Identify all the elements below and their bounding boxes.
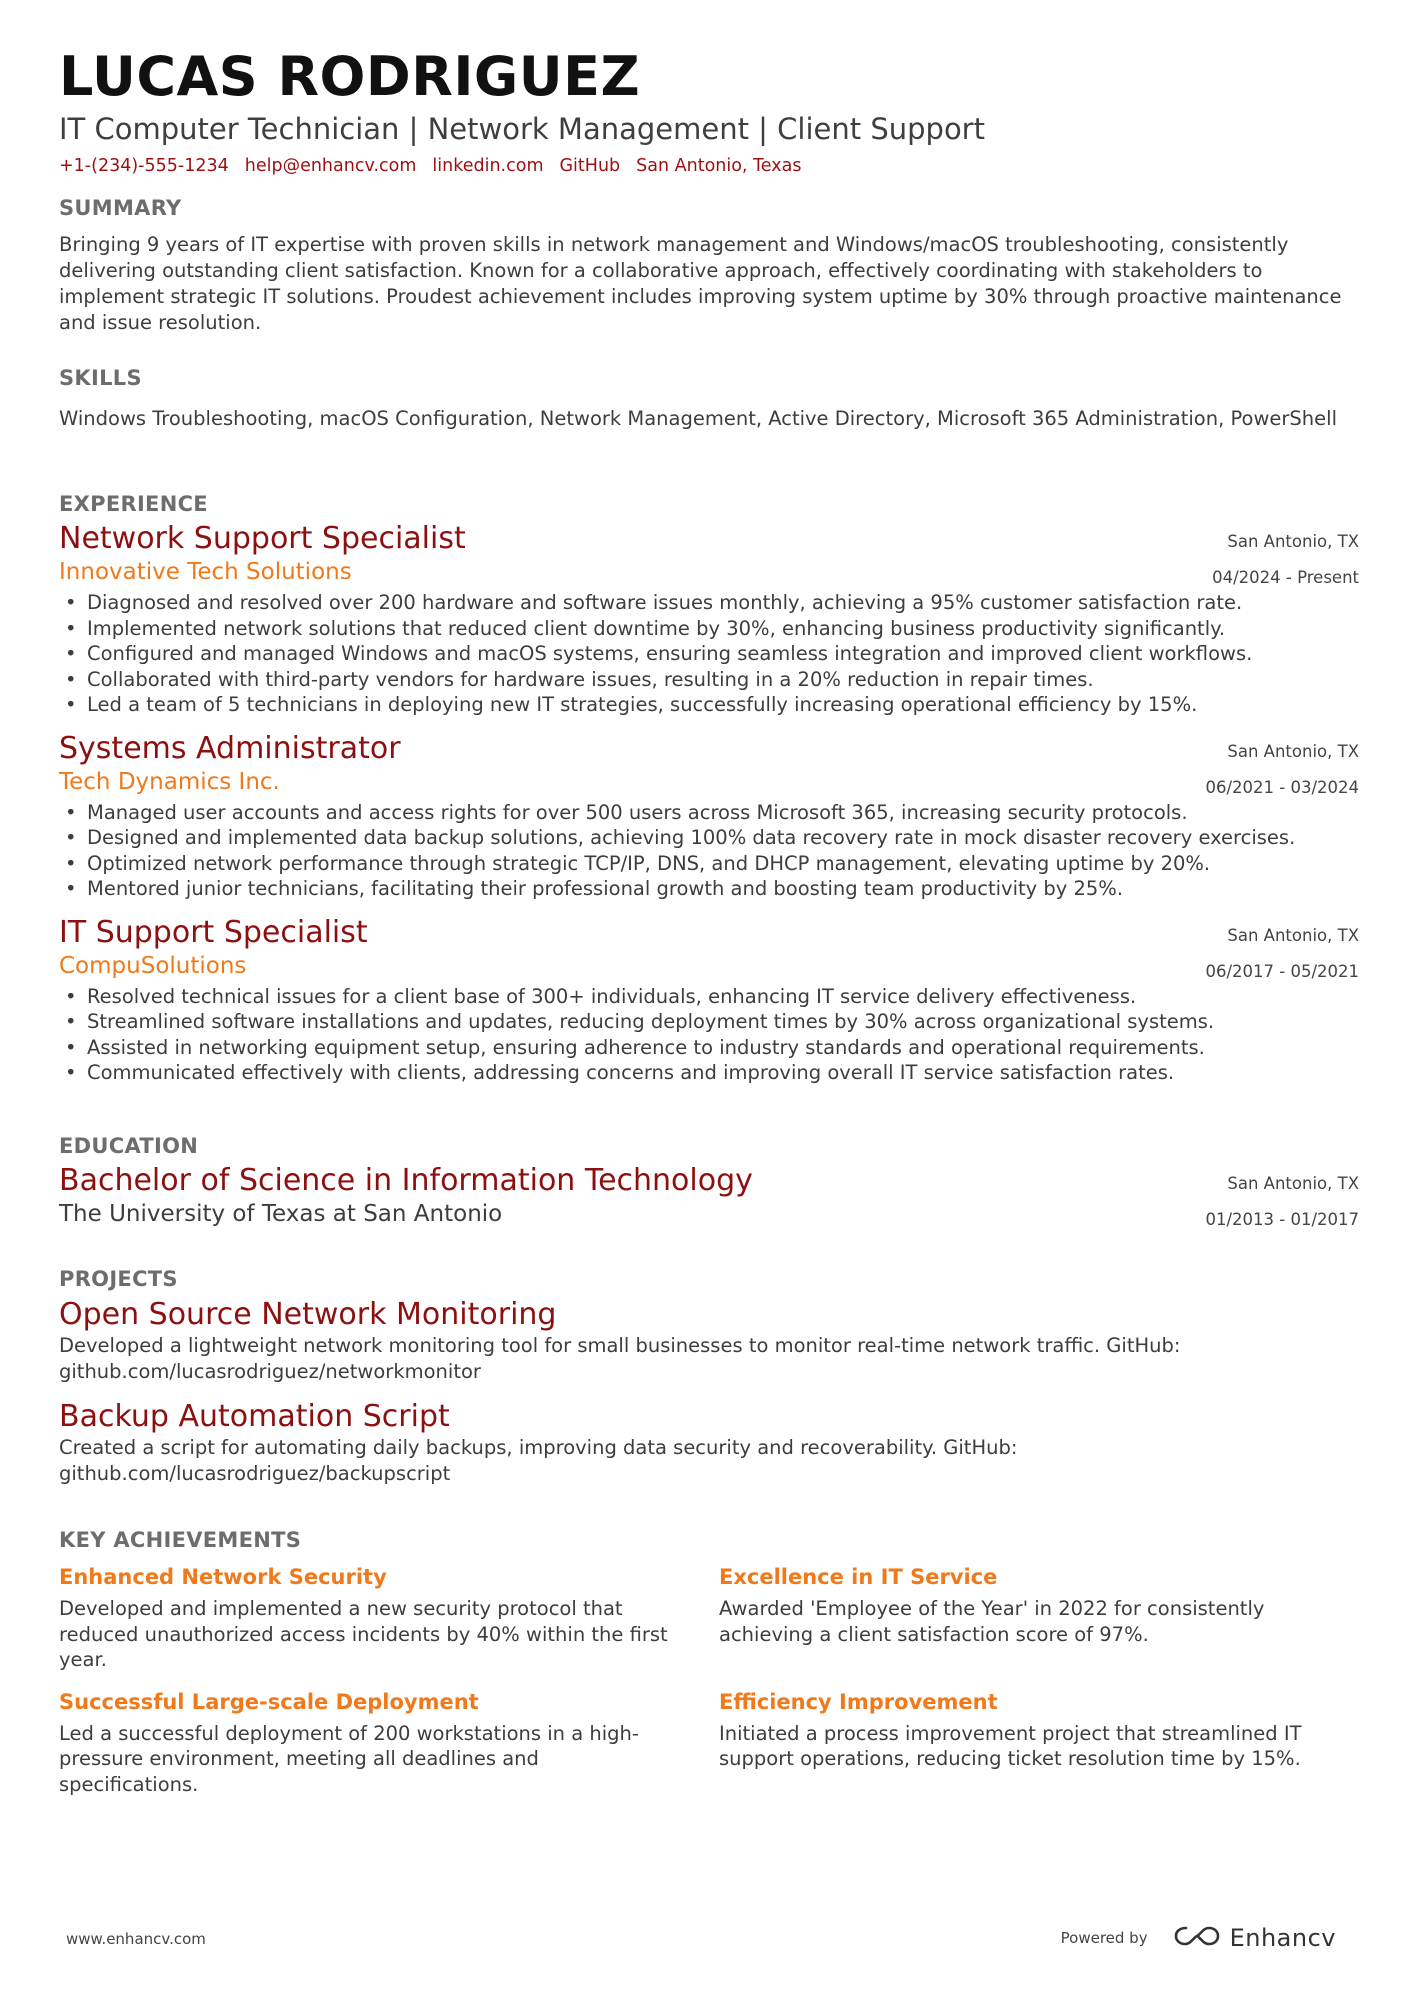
- achievement-desc: Initiated a process improvement project that streamlined IT support operations, reducing ticket resolution time by 15%.: [719, 1721, 1302, 1770]
- list-item: • Led a team of 5 technicians in deploying new IT strategies, successfully increasing operational efficiency by 15%.: [59, 692, 1359, 718]
- summary-section: [59, 194, 1359, 336]
- job-location: San Antonio, TX: [1227, 925, 1359, 945]
- job-meta: [1212, 524, 1359, 596]
- list-item: • Configured and managed Windows and macOS systems, ensuring seamless integration and improved client workflows.: [59, 641, 1359, 667]
- skills-text: Windows Troubleshooting, macOS Configuration, Network Management, Active Directory, Microsoft 365 Administration, PowerShell: [59, 407, 1337, 430]
- list-item: • Designed and implemented data backup solutions, achieving 100% data recovery rate in mock disaster recovery exercises.: [59, 825, 1359, 851]
- job-entry: [59, 730, 1359, 902]
- section-title-achievements: KEY ACHIEVEMENTS: [59, 1528, 302, 1552]
- experience-section: [59, 490, 1359, 1086]
- job-dates: 06/2021 - 03/2024: [1205, 777, 1359, 797]
- school-name: The University of Texas at San Antonio: [59, 1201, 503, 1227]
- footer-website-link[interactable]: www.enhancv.com: [66, 1930, 206, 1948]
- section-title-experience: EXPERIENCE: [59, 492, 208, 516]
- achievement-title: Successful Large-scale Deployment: [59, 1689, 479, 1714]
- job-bullets: [59, 590, 1359, 718]
- job-title: IT Support Specialist: [59, 914, 368, 950]
- list-item: • Resolved technical issues for a client base of 300+ individuals, enhancing IT service delivery effectiveness.: [59, 984, 1359, 1010]
- project-entry: [59, 1297, 1359, 1385]
- education-section: [59, 1132, 1359, 1228]
- project-entry: [59, 1399, 1359, 1487]
- phone-link[interactable]: +1-(234)-555-1234: [59, 156, 229, 176]
- achievement-item: [59, 1687, 669, 1798]
- job-entry: [59, 914, 1359, 1086]
- brand-name: Enhancv: [1229, 1924, 1336, 1952]
- achievement-title: Excellence in IT Service: [719, 1565, 998, 1589]
- achievement-item: [59, 1562, 669, 1673]
- job-meta: [1205, 918, 1359, 990]
- location-text: San Antonio, Texas: [636, 156, 802, 176]
- achievement-item: [719, 1562, 1329, 1673]
- job-title: Network Support Specialist: [59, 521, 466, 556]
- powered-by-label: Powered by: [1060, 1929, 1148, 1947]
- enhancv-logo-icon: [1174, 1924, 1220, 1952]
- job-location: San Antonio, TX: [1227, 741, 1359, 761]
- achievement-desc: Awarded 'Employee of the Year' in 2022 for consistently achieving a client satisfaction score of 97%.: [719, 1597, 1265, 1646]
- footer-branding: [1061, 1924, 1336, 1952]
- list-item: • Diagnosed and resolved over 200 hardware and software issues monthly, achieving a 95% customer satisfaction rate.: [59, 590, 1359, 616]
- job-title: Systems Administrator: [59, 730, 401, 766]
- education-entry: [59, 1162, 1359, 1228]
- achievement-title: Enhanced Network Security: [59, 1565, 387, 1589]
- education-meta: [1205, 1166, 1359, 1238]
- project-desc: Created a script for automating daily backups, improving data security and recoverability. GitHub: github.com/lucasrodriguez/backupscript: [59, 1436, 1018, 1485]
- email-link[interactable]: help@enhancv.com: [244, 156, 417, 176]
- achievement-desc: Led a successful deployment of 200 workstations in a high-pressure environment, meeting all deadlines and specifications.: [59, 1721, 639, 1796]
- education-dates: 01/2013 - 01/2017: [1205, 1210, 1359, 1229]
- list-item: • Managed user accounts and access rights for over 500 users across Microsoft 365, increasing security protocols.: [59, 800, 1359, 826]
- contact-line: [59, 154, 1359, 178]
- job-bullets: [59, 984, 1359, 1086]
- job-entry: [59, 520, 1359, 718]
- github-link[interactable]: GitHub: [559, 156, 621, 176]
- achievement-desc: Developed and implemented a new security protocol that reduced unauthorized access incidents by 40% within the first year.: [59, 1597, 668, 1671]
- section-title-summary: SUMMARY: [59, 196, 182, 220]
- list-item: • Communicated effectively with clients, addressing concerns and improving overall IT service satisfaction rates.: [59, 1060, 1359, 1086]
- list-item: • Streamlined software installations and updates, reducing deployment times by 30% across organizational systems.: [59, 1009, 1359, 1035]
- job-company: Innovative Tech Solutions: [59, 559, 352, 585]
- resume-page: [59, 44, 1359, 1796]
- list-item: • Assisted in networking equipment setup, ensuring adherence to industry standards and operational requirements.: [59, 1035, 1359, 1061]
- job-bullets: [59, 800, 1359, 902]
- job-company: CompuSolutions: [59, 952, 247, 979]
- linkedin-link[interactable]: linkedin.com: [432, 156, 544, 176]
- section-title-skills: SKILLS: [59, 366, 142, 390]
- job-company: Tech Dynamics Inc.: [59, 768, 280, 795]
- achievements-grid: [59, 1562, 1359, 1797]
- summary-text: Bringing 9 years of IT expertise with proven skills in network management and Windows/macOS troubleshooting, consistently delivering outstanding client satisfaction. Known for a collaborative approach, effectively coordinating with stakeholders to implement strategic IT solutions. Proudest achievement includes improving system uptime by 30% through proactive maintenance and issue resolution.: [59, 233, 1342, 334]
- job-dates: 06/2017 - 05/2021: [1205, 961, 1359, 981]
- achievements-section: [59, 1526, 1359, 1797]
- list-item: • Implemented network solutions that reduced client downtime by 30%, enhancing business productivity significantly.: [59, 616, 1359, 642]
- education-location: San Antonio, TX: [1227, 1174, 1359, 1193]
- list-item: • Optimized network performance through strategic TCP/IP, DNS, and DHCP management, elevating uptime by 20%.: [59, 851, 1359, 877]
- projects-section: [59, 1265, 1359, 1487]
- job-dates: 04/2024 - Present: [1212, 568, 1359, 587]
- project-desc: Developed a lightweight network monitoring tool for small businesses to monitor real-time network traffic. GitHub: github.com/lucasrodriguez/networkmonitor: [59, 1334, 1181, 1383]
- job-location: San Antonio, TX: [1227, 532, 1359, 551]
- headline: IT Computer Technician | Network Management | Client Support: [59, 112, 985, 146]
- project-title: Backup Automation Script: [59, 1399, 450, 1434]
- list-item: • Mentored junior technicians, facilitating their professional growth and boosting team productivity by 25%.: [59, 876, 1359, 902]
- skills-section: [59, 364, 1359, 432]
- achievement-title: Efficiency Improvement: [719, 1689, 998, 1714]
- section-title-projects: PROJECTS: [59, 1267, 178, 1291]
- job-meta: [1205, 734, 1359, 806]
- degree-title: Bachelor of Science in Information Technology: [59, 1163, 753, 1198]
- section-title-education: EDUCATION: [59, 1134, 199, 1158]
- achievement-item: [719, 1687, 1329, 1798]
- list-item: • Collaborated with third-party vendors for hardware issues, resulting in a 20% reduction in repair times.: [59, 667, 1359, 693]
- project-title: Open Source Network Monitoring: [59, 1297, 557, 1332]
- page-footer: [66, 1924, 1336, 1954]
- candidate-name: LUCAS RODRIGUEZ: [59, 45, 641, 108]
